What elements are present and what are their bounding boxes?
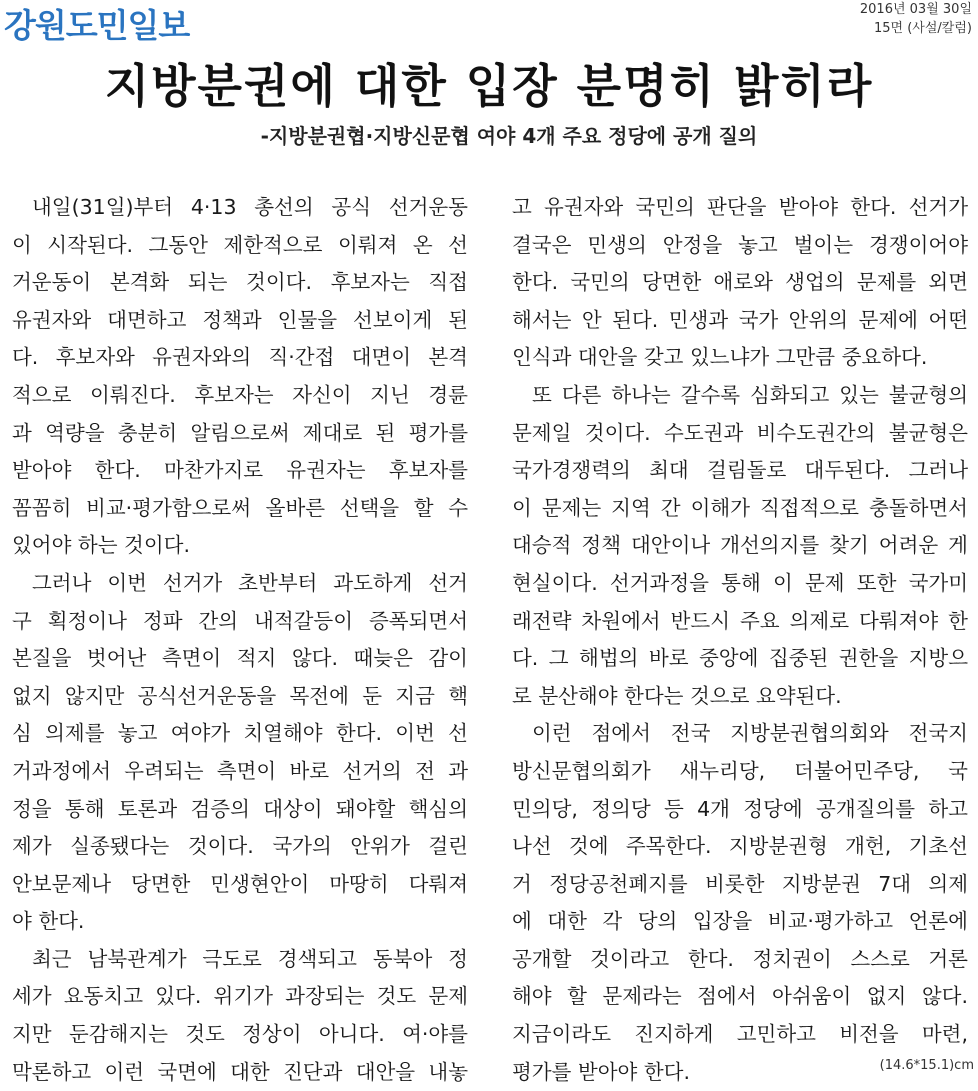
- article-text-line: 지금이라도 진지하게 고민하고 비전을 마련,: [512, 1022, 968, 1047]
- article-text-line: 심 의제를 놓고 여야가 치열해야 한다. 이번 선: [12, 721, 468, 746]
- article-text-line: 과 역량을 충분히 알림으로써 제대로 된 평가를: [12, 420, 468, 445]
- article-text-line: 야 한다.: [12, 909, 85, 934]
- article-text-line: 한다. 국민의 당면한 애로와 생업의 문제를 외면: [512, 270, 968, 295]
- article-subheadline: -지방분권협·지방신문협 여야 4개 주요 정당에 공개 질의: [260, 124, 758, 148]
- article-text-line: 지만 둔감해지는 것도 정상이 아니다. 여·야를: [12, 1022, 468, 1047]
- article-text-line: 결국은 민생의 안정을 놓고 벌이는 경쟁이어야: [512, 232, 968, 257]
- article-text-line: 거과정에서 우려되는 측면이 바로 선거의 전 과: [12, 758, 468, 783]
- article-text-line: 민의당, 정의당 등 4개 정당에 공개질의를 하고: [512, 796, 968, 821]
- article-text-line: 해서는 안 된다. 민생과 국가 안위의 문제에 어떤: [512, 307, 968, 332]
- article-text-line: 세가 요동치고 있다. 위기가 과장되는 것도 문제: [12, 984, 468, 1009]
- article-text-line: 공개할 것이라고 한다. 정치권이 스스로 거론: [512, 946, 968, 971]
- article-text-line: 다. 그 해법의 바로 중앙에 집중된 권한을 지방으: [512, 646, 968, 671]
- article-column-right: [512, 189, 968, 1091]
- article-text-line: 유권자와 대면하고 정책과 인물을 선보이게 된: [12, 307, 468, 332]
- article-text-line: 인식과 대안을 갖고 있느냐가 그만큼 중요하다.: [512, 345, 928, 370]
- article-text-line: 안보문제나 당면한 민생현안이 마땅히 다뤄져: [12, 871, 468, 896]
- article-text-line: 적으로 이뤄진다. 후보자는 자신이 지닌 경륜: [12, 382, 468, 407]
- article-text-line: 현실이다. 선거과정을 통해 이 문제 또한 국가미: [512, 570, 968, 595]
- article-text-line: 평가를 받아야 한다.: [512, 1059, 690, 1084]
- article-text-line: 내일(31일)부터 4·13 총선의 공식 선거운동: [32, 195, 468, 219]
- article-text-line: 고 유권자와 국민의 판단을 받아야 한다. 선거가: [512, 195, 968, 219]
- article-text-line: 국가경쟁력의 최대 걸림돌로 대두된다. 그러나: [512, 458, 968, 483]
- article-text-line: 이 시작된다. 그동안 제한적으로 이뤄져 온 선: [12, 232, 468, 257]
- article-text-line: 거 정당공천폐지를 비롯한 지방분권 7대 의제: [512, 871, 968, 896]
- article-text-line: 제가 실종됐다는 것이다. 국가의 안위가 걸린: [12, 834, 468, 859]
- publication-info: [860, 0, 972, 38]
- article-text-line: 나선 것에 주목한다. 지방분권형 개헌, 기초선: [512, 834, 968, 859]
- article-text-line: 대승적 정책 대안이나 개선의지를 찾기 어려운 게: [512, 533, 968, 558]
- page-section: 15면 (사설/칼럼): [874, 21, 972, 36]
- article-text-line: 있어야 하는 것이다.: [12, 533, 190, 558]
- article-text-line: 또 다른 하나는 갈수록 심화되고 있는 불균형의: [532, 382, 968, 407]
- article-text-line: 구 획정이나 정파 간의 내적갈등이 증폭되면서: [12, 608, 468, 633]
- article-text-line: 받아야 한다. 마찬가지로 유권자는 후보자를: [12, 458, 468, 483]
- article-text-line: 로 분산해야 한다는 것으로 요약된다.: [512, 683, 842, 708]
- article-text-line: 문제일 것이다. 수도권과 비수도권간의 불균형은: [512, 420, 968, 445]
- article-text-line: 이 문제는 지역 간 이해가 직접적으로 충돌하면서: [512, 495, 968, 520]
- newspaper-logo: 강원도민일보: [4, 6, 190, 45]
- article-text-line: 래전략 차원에서 반드시 주요 의제로 다뤄져야 한: [512, 608, 968, 633]
- article-text-line: 거운동이 본격화 되는 것이다. 후보자는 직접: [12, 270, 468, 295]
- article-text-line: 다. 후보자와 유권자와의 직·간접 대면이 본격: [12, 345, 468, 370]
- article-text-line: 없지 않지만 공식선거운동을 목전에 둔 지금 핵: [12, 683, 468, 708]
- article-text-line: 에 대한 각 당의 입장을 비교·평가하고 언론에: [512, 909, 968, 934]
- article-headline: 지방분권에 대한 입장 분명히 밝히라: [104, 59, 874, 113]
- article-text-line: 꼼꼼히 비교·평가함으로써 올바른 선택을 할 수: [12, 495, 468, 520]
- article-text-line: 막론하고 이런 국면에 대한 진단과 대안을 내놓: [12, 1059, 468, 1084]
- article-text-line: 해야 할 문제라는 점에서 아쉬움이 없지 않다.: [512, 984, 968, 1009]
- article-text-line: 그러나 이번 선거가 초반부터 과도하게 선거: [32, 570, 468, 595]
- article-text-line: 본질을 벗어난 측면이 적지 않다. 때늦은 감이: [12, 646, 468, 671]
- article-size-note: (14.6*15.1)cm: [879, 1058, 974, 1073]
- publication-date: 2016년 03월 30일: [859, 2, 972, 17]
- article-text-line: 최근 남북관계가 극도로 경색되고 동북아 정: [32, 946, 468, 971]
- article-column-left: [12, 189, 468, 1091]
- article-text-line: 정을 통해 토론과 검증의 대상이 돼야할 핵심의: [12, 796, 468, 821]
- article-text-line: 방신문협의회가 새누리당, 더불어민주당, 국: [512, 758, 968, 783]
- article-text-line: 이런 점에서 전국 지방분권협의회와 전국지: [532, 721, 968, 746]
